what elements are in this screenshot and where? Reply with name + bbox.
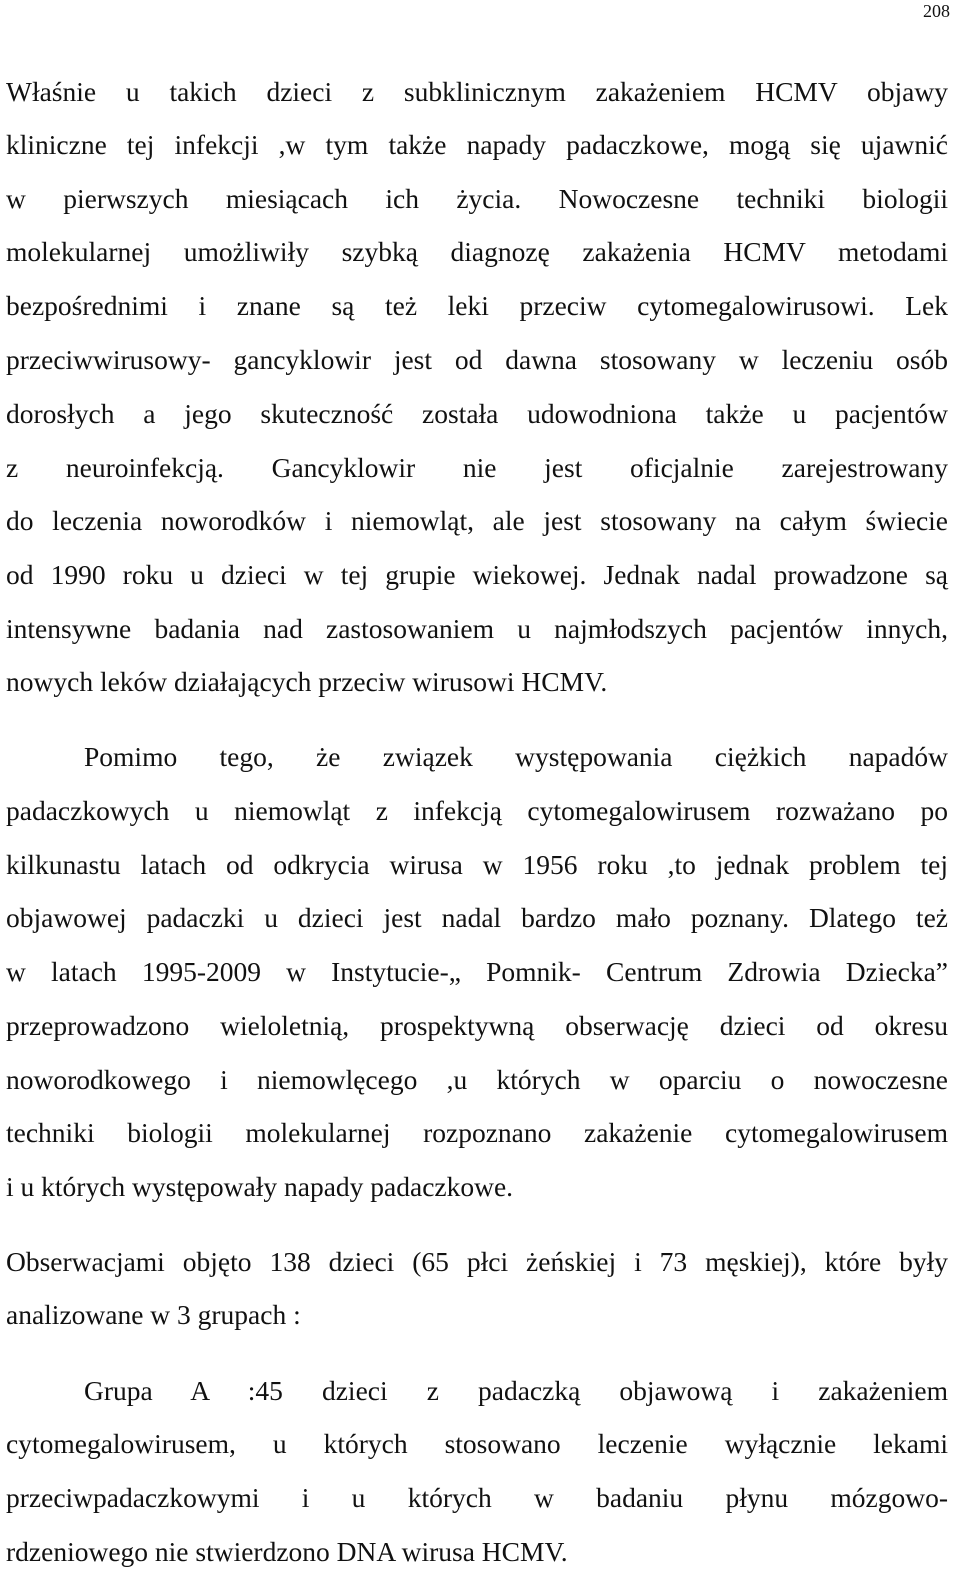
text-line: przeprowadzono wieloletnią, prospektywną obserwację dzieci od okresu (6, 1010, 948, 1041)
text-line: intensywne badania nad zastosowaniem u najmłodszych pacjentów innych, (6, 613, 948, 644)
text-line: dorosłych a jego skuteczność została udowodniona także u pacjentów (6, 398, 948, 429)
text-line: z neuroinfekcją. Gancyklowir nie jest oficjalnie zarejestrowany (6, 452, 948, 483)
text-line: Właśnie u takich dzieci z subklinicznym zakażeniem HCMV objawy (6, 76, 948, 107)
text-line: bezpośrednimi i znane są też leki przeciw cytomegalowirusowi. Lek (6, 290, 948, 321)
text-line: kilkunastu latach od odkrycia wirusa w 1956 roku ,to jednak problem tej (6, 849, 948, 880)
text-line: rdzeniowego nie stwierdzono DNA wirusa HCMV. (6, 1536, 568, 1567)
text-line: i u których występowały napady padaczkowe. (6, 1171, 514, 1202)
text-line: padaczkowych u niemowląt z infekcją cytomegalowirusem rozważano po (6, 795, 948, 826)
text-line: techniki biologii molekularnej rozpoznano zakażenie cytomegalowirusem (6, 1117, 948, 1148)
text-line: Grupa A :45 dzieci z padaczką objawową i zakażeniem (84, 1375, 948, 1406)
text-line: nowych leków działających przeciw wirusowi HCMV. (6, 666, 608, 697)
text-line: w pierwszych miesiącach ich życia. Nowoczesne techniki biologii (6, 183, 948, 214)
text-line: od 1990 roku u dzieci w tej grupie wiekowej. Jednak nadal prowadzone są (6, 559, 948, 590)
text-line: przeciwpadaczkowymi i u których w badaniu płynu mózgowo- (6, 1482, 948, 1513)
text-line: przeciwwirusowy- gancyklowir jest od dawna stosowany w leczeniu osób (6, 344, 948, 375)
text-line: noworodkowego i niemowlęcego ,u których w oparciu o nowoczesne (6, 1064, 948, 1095)
text-line: cytomegalowirusem, u których stosowano leczenie wyłącznie lekami (6, 1428, 948, 1459)
page-number: 208 (923, 1, 950, 21)
text-line: w latach 1995-2009 w Instytucie-„ Pomnik- Centrum Zdrowia Dziecka” (6, 956, 948, 987)
text-line: do leczenia noworodków i niemowląt, ale jest stosowany na całym świecie (6, 505, 948, 536)
text-line: analizowane w 3 grupach : (6, 1299, 301, 1330)
text-line: kliniczne tej infekcji ,w tym także napady padaczkowe, mogą się ujawnić (6, 129, 948, 160)
text-line: Pomimo tego, że związek występowania ciężkich napadów (84, 741, 948, 772)
text-line: objawowej padaczki u dzieci jest nadal bardzo mało poznany. Dlatego też (6, 902, 948, 933)
text-line: molekularnej umożliwiły szybką diagnozę zakażenia HCMV metodami (6, 236, 948, 267)
text-line: Obserwacjami objęto 138 dzieci (65 płci żeńskiej i 73 męskiej), które były (6, 1246, 948, 1277)
